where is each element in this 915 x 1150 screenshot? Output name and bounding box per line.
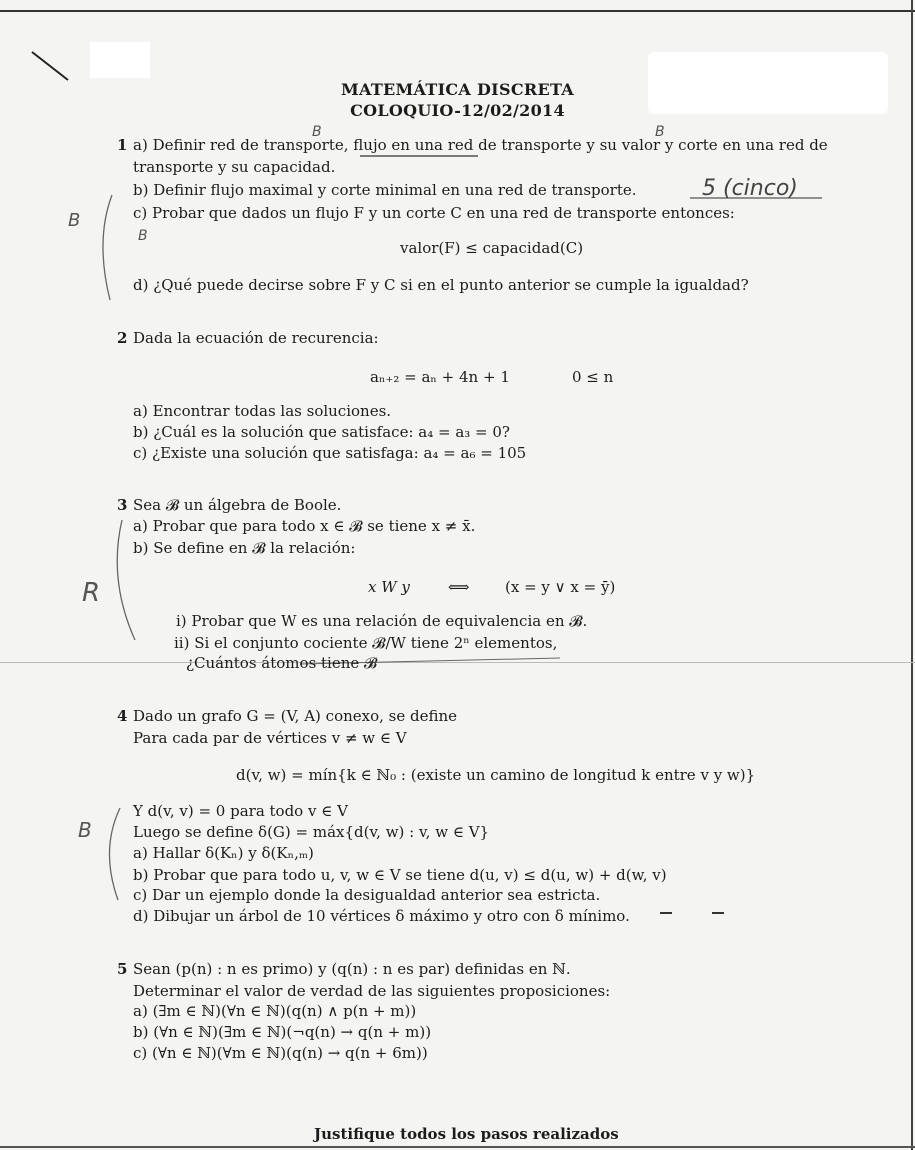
q4-item-c: c) Dar un ejemplo donde la desigualdad anterior sea estricta.: [133, 886, 601, 904]
q5-item-c: c) (∀n ∈ ℕ)(∀m ∈ ℕ)(q(n) → q(n + 6m)): [133, 1044, 428, 1062]
q3-formula-right: (x = y ∨ x = ȳ): [505, 578, 616, 596]
handwritten-mark: R: [82, 578, 101, 608]
q4-luego: Luego se define δ(G) = máx{d(v, w) : v, w ∈ V}: [133, 823, 490, 841]
exam-title: MATEMÁTICA DISCRETA: [341, 80, 574, 99]
q2-item-a: a) Encontrar todas las soluciones.: [133, 402, 392, 420]
handwritten-mark: B: [312, 124, 322, 140]
q5-item-a: a) (∃m ∈ ℕ)(∀n ∈ ℕ)(q(n) ∧ p(n + m)): [133, 1002, 417, 1020]
handwritten-grade: 5 (cinco): [702, 176, 798, 201]
q2-item-b: b) ¿Cuál es la solución que satisface: a₄ = a₃ = 0?: [133, 423, 510, 441]
q5-intro: Sean (p(n) : n es primo) y (q(n) : n es par) definidas en ℕ.: [133, 960, 571, 978]
q4-item-b: b) Probar que para todo u, v, w ∈ V se tiene d(u, v) ≤ d(u, w) + d(w, v): [133, 866, 667, 884]
q1-formula: valor(F) ≤ capacidad(C): [400, 239, 584, 257]
q2-intro: Dada la ecuación de recurencia:: [133, 329, 379, 347]
q2-formula: aₙ₊₂ = aₙ + 4n + 1: [370, 368, 510, 386]
q1-item-b: b) Definir flujo maximal y corte minimal en una red de transporte.: [133, 181, 637, 199]
q3-item-b-i: i) Probar que W es una relación de equivalencia en 𝓑.: [176, 612, 588, 630]
q5-intro-2: Determinar el valor de verdad de las siguientes proposiciones:: [133, 982, 611, 1000]
handwritten-mark: B: [68, 210, 81, 231]
q4-intro-2: Para cada par de vértices v ≠ w ∈ V: [133, 729, 407, 747]
handwritten-mark: B: [78, 818, 92, 842]
q3-formula-left: x W y: [368, 578, 410, 596]
q2-number: 2: [117, 329, 128, 347]
q3-intro: Sea 𝓑 un álgebra de Boole.: [133, 496, 342, 514]
q1-item-a: a) Definir red de transporte, flujo en una red de transporte y su valor y corte en una red de: [133, 136, 828, 154]
q3-item-b: b) Se define en 𝓑 la relación:: [133, 539, 356, 557]
q4-formula: d(v, w) = mín{k ∈ ℕ₀ : (existe un camino de longitud k entre v y w)}: [236, 766, 756, 784]
q1-item-d: d) ¿Qué puede decirse sobre F y C si en el punto anterior se cumple la igualdad?: [133, 276, 749, 294]
q4-item-a: a) Hallar δ(Kₙ) y δ(Kₙ,ₘ): [133, 844, 314, 862]
q5-item-b: b) (∀n ∈ ℕ)(∃m ∈ ℕ)(¬q(n) → q(n + m)): [133, 1023, 432, 1041]
q2-item-c: c) ¿Existe una solución que satisfaga: a₄ = a₆ = 105: [133, 444, 527, 462]
q2-condition: 0 ≤ n: [572, 368, 614, 386]
q4-y-line: Y d(v, v) = 0 para todo v ∈ V: [133, 802, 348, 820]
q1-item-a-cont: transporte y su capacidad.: [133, 158, 336, 176]
q4-number: 4: [117, 707, 128, 725]
q3-item-a: a) Probar que para todo x ∈ 𝓑 se tiene x ≠ x̄.: [133, 517, 476, 535]
q4-item-d: d) Dibujar un árbol de 10 vértices δ máximo y otro con δ mínimo.: [133, 907, 630, 925]
handwritten-mark: B: [138, 228, 148, 244]
q1-number: 1: [117, 136, 128, 154]
q1-item-c: c) Probar que dados un flujo F y un corte C en una red de transporte entonces:: [133, 204, 735, 222]
q3-number: 3: [117, 496, 128, 514]
q5-number: 5: [117, 960, 128, 978]
q4-intro: Dado un grafo G = (V, A) conexo, se define: [133, 707, 458, 725]
exam-subtitle: COLOQUIO-12/02/2014: [350, 101, 565, 120]
footer-instruction: Justifique todos los pasos realizados: [314, 1125, 619, 1143]
q3-item-b-ii-cont: ¿Cuántos átomos tiene 𝓑: [186, 654, 378, 672]
q3-item-b-ii: ii) Si el conjunto cociente 𝓑/W tiene 2ⁿ elementos,: [174, 634, 558, 652]
handwritten-mark: B: [655, 124, 665, 140]
q3-formula-arrow: ⟺: [448, 578, 470, 596]
